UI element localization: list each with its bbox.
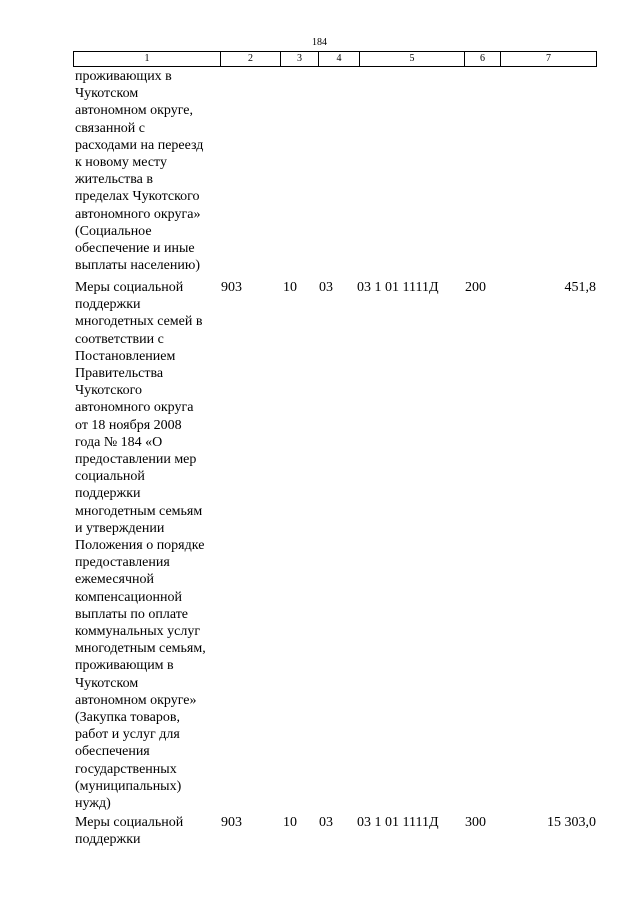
row-2-grbs: 903 xyxy=(221,280,242,295)
row-2-csr: 03 1 01 1111Д xyxy=(357,280,439,295)
column-header-7: 7 xyxy=(501,52,597,67)
row-3-vr: 300 xyxy=(465,815,486,830)
column-header-5: 5 xyxy=(360,52,465,67)
column-header-4: 4 xyxy=(319,52,360,67)
row-3-sum: 15 303,0 xyxy=(547,815,596,830)
page-number: 184 xyxy=(312,37,327,48)
row-3-podrazdel: 03 xyxy=(319,815,333,830)
row-2-podrazdel: 03 xyxy=(319,280,333,295)
row-3-razdel: 10 xyxy=(283,815,297,830)
column-header-1: 1 xyxy=(74,52,221,67)
row-2-sum: 451,8 xyxy=(564,280,596,295)
row-2-name: Меры социальной поддержки многодетных семей в соответствии с Постановлением Правительства Чукотского автономного округа от 18 ноября 2008 года № 184 «О предоставлении мер социальной поддержки многодетным семьям и утверждении Положения о порядке предоставления ежемесячной компенсационной выплаты по оплате коммунальных услуг многодетным семьям, проживающим в Чукотском автономном округе» (Закупка товаров, работ и услуг для обеспечения государственных (муниципальных) нужд) xyxy=(75,280,206,812)
row-3-csr: 03 1 01 1111Д xyxy=(357,815,439,830)
row-2-vr: 200 xyxy=(465,280,486,295)
row-3-name: Меры социальной поддержки xyxy=(75,815,184,848)
column-header-2: 2 xyxy=(221,52,281,67)
row-2-razdel: 10 xyxy=(283,280,297,295)
table-header xyxy=(73,51,597,67)
row-3-grbs: 903 xyxy=(221,815,242,830)
row-1-name: проживающих в Чукотском автономном округе, связанной с расходами на переезд к новому месту жительства в пределах Чукотского автономного округа» (Социальное обеспечение и иные выплаты населению) xyxy=(75,69,204,274)
column-header-6: 6 xyxy=(465,52,501,67)
column-header-3: 3 xyxy=(281,52,319,67)
